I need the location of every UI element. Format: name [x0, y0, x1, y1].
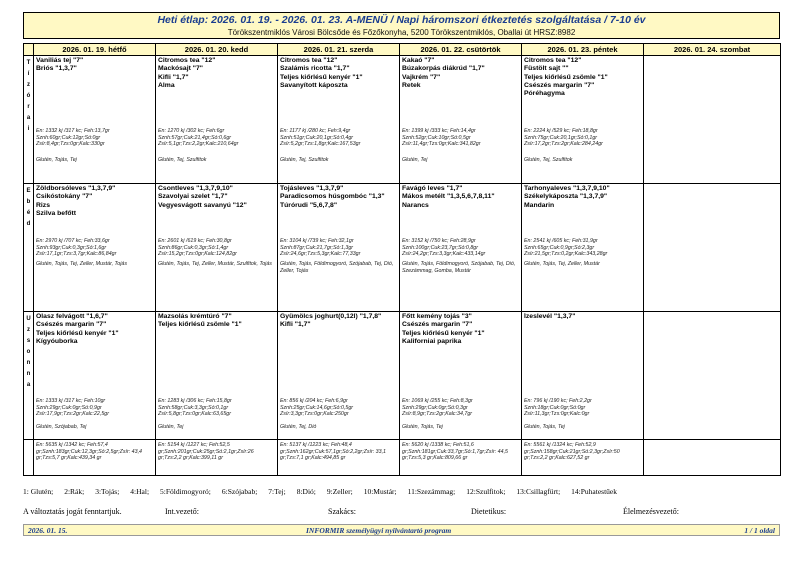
meal-label [24, 184, 34, 312]
daily-total-text [644, 440, 780, 444]
dish-item: Szilva befőtt [36, 209, 77, 217]
daily-total-text: En: 5561 kj /1324 kc; Feh:52,9 gr;Sznh:158gr;Cuk:21gr;Só:2,3gr;Zsír:50 gr;Tzs:2,2 gr;Kalc:627,52 gr [524, 442, 620, 462]
dish-item: Kaliforniai paprika [402, 337, 462, 345]
dish-item: Csészés margarin "7" [36, 321, 107, 329]
meal-label-letter: d [26, 221, 31, 227]
meal-label-letter: é [26, 210, 31, 216]
allergen-info: Glutén, Tej, Szulfitok [280, 157, 329, 163]
menu-cell [34, 312, 156, 440]
dish-item: Vegyesvágott savanyú "12" [158, 201, 247, 209]
dish-item: Citromos tea "12" [524, 57, 582, 64]
dish-item: Olasz felvágott "1,6,7" [36, 313, 108, 320]
nutrition-info: En: 3152 kj /750 kc; Feh:28,9gr Sznh:100gr;Cuk:23,7gr;Só:0,8gr Zsír:24,2gr;Tzs:3,3gr;Kalc:433,14gr [402, 238, 486, 258]
dish-item: Kifli "1,7" [158, 73, 189, 81]
page-title: Heti étlap: 2026. 01. 19. - 2026. 01. 23. A-MENÜ / Napi háromszori étkeztetés szolgáltatása / 7-10 év [157, 14, 646, 26]
legend-item: 11:Szezámmag; [407, 487, 456, 496]
meal-label [24, 56, 34, 184]
allergen-info: Glutén, Tej [158, 424, 184, 430]
legend-item: 8:Dió; [296, 487, 316, 496]
allergen-legend [23, 487, 780, 496]
menu-cell [644, 312, 781, 440]
footer-date: 2026. 01. 15. [28, 526, 68, 535]
nutrition-info: En: 1333 kj /317 kc; Feh:10gr Sznh:29gr;Cuk:0gr;Só:0,9gr Zsír:17,9gr;Tzs:2gr;Kalc:22,5gr [36, 398, 110, 418]
dish-item: Briós "1,3,7" [36, 65, 77, 73]
meal-label-letter: ó [26, 93, 31, 99]
dish-item: Mandarin [524, 201, 555, 209]
daily-total-cell [34, 440, 156, 476]
dish-list [280, 313, 397, 330]
daily-total-text: En: 5635 kj /1342 kc; Feh:57,4 gr;Sznh:183gr;Cuk:12,3gr;Só:2,5gr;Zsír: 43,4 gr;Tzs:5,7 gr;Kalc:439,34 gr [36, 442, 142, 462]
meal-label-letter: o [26, 349, 31, 355]
nutrition-info: En: 2224 kj /529 kc; Feh:18,8gr Sznh:75gr;Cuk:20,1gr;Só:0,1gr Zsír:17,2gr;Tzs:2gr;Kalc:284,24gr [524, 128, 603, 148]
int-vezeto-label: Int.vezető: [165, 507, 199, 516]
allergen-info: Glutén, Tojás, Tej [402, 424, 443, 430]
menu-page [23, 12, 780, 536]
day-header: 2026. 01. 24. szombat [644, 44, 781, 56]
dish-item: Szavolyai szelet "1,7" [158, 193, 228, 201]
dish-list [524, 313, 641, 321]
dish-item: Búzakorpás diákrúd "1,7" [402, 65, 485, 73]
meal-row [24, 184, 781, 312]
allergen-info: Glutén, Tojás, Tej, Zeller, Mustár [524, 261, 600, 267]
dish-list [158, 313, 275, 330]
allergen-info: Glutén, Tojás, Tej [36, 157, 77, 163]
daily-total-label [24, 440, 34, 476]
nutrition-info: En: 1270 kj /302 kc; Feh:6gr Sznh:57gr;Cuk:21,4gr;Só:0,6gr Zsír:5,1gr;Tzs:2,2gr;Kalc:210,64gr [158, 128, 239, 148]
dish-list [524, 57, 641, 98]
meal-label [24, 312, 34, 440]
corner-cell [24, 44, 34, 56]
meal-label-letter: i [27, 126, 30, 132]
legend-item: 3:Tojás; [95, 487, 120, 496]
meal-label-letter: b [26, 199, 31, 205]
allergen-info: Glutén, Tej, Dió [280, 424, 317, 430]
nutrition-info: En: 1332 kj /317 kc; Feh:13,7gr Sznh:60gr;Cuk:12gr;Só:0gr Zsír:8,4gr;Tzs:0gr;Kalc:330gr [36, 128, 110, 148]
dish-list [158, 185, 275, 210]
allergen-info: Glutén, Szójabab, Tej [36, 424, 87, 430]
dish-item: Csontleves "1,3,7,9,10" [158, 185, 233, 192]
menu-cell [400, 184, 522, 312]
day-header: 2026. 01. 22. csütörtök [400, 44, 522, 56]
rights-note: A változtatás jogát fenntartjuk. [23, 507, 122, 516]
dish-item: Teljes kiőrlésű zsömle "1" [524, 73, 608, 81]
nutrition-info: En: 1177 kj /280 kc; Feh:9,4gr Sznh:51gr;Cuk:20,1gr;Só:0,4gr Zsír:5,2gr;Tzs:1,8gr;Kalc:167,53gr [280, 128, 361, 148]
dish-item: Ízeslevél "1,3,7" [524, 313, 576, 320]
menu-cell [34, 56, 156, 184]
dish-item: Mákos metélt "1,3,5,6,7,8,11" [402, 193, 495, 201]
menu-cell [156, 184, 278, 312]
day-header: 2026. 01. 20. kedd [156, 44, 278, 56]
menu-cell [156, 312, 278, 440]
dish-list [36, 185, 153, 218]
meal-label-letter: s [26, 338, 31, 344]
dish-list [402, 313, 519, 346]
allergen-info: Glutén, Tojás, Tej, Zeller, Mustár, Tojás [36, 261, 127, 267]
nutrition-info: En: 856 kj /204 kc; Feh:6,9gr Sznh:25gr;Cuk:14,6gr;Só:0,5gr Zsír:3,3gr;Tzs:0gr;Kalc:250gr [280, 398, 354, 418]
allergen-info: Glutén, Tej, Szulfitok [158, 157, 207, 163]
dish-item: Csikóstokány "7" [36, 193, 93, 201]
dish-list [524, 185, 641, 210]
dish-item: Teljes kiőrlésű kenyér "1" [36, 329, 119, 337]
nutrition-info: En: 1399 kj /333 kc; Feh:14,4gr Sznh:52gr;Cuk:10gr;Só:0,5gr Zsír:11,4gr;Tzs:0gr;Kalc:341,82gr [402, 128, 481, 148]
dish-item: Paradicsomos húsgombóc "1,3" [280, 193, 385, 201]
menu-cell [400, 56, 522, 184]
dish-list [280, 57, 397, 90]
nutrition-info: En: 3104 kj /739 kc; Feh:32,1gr Sznh:87gr;Cuk:21,7gr;Só:1,3gr Zsír:24,6gr;Tzs:5,3gr;Kalc:77,33gr [280, 238, 361, 258]
dish-item: Rizs [36, 201, 50, 209]
allergen-info: Glutén, Tojás, Tej, Zeller, Mustár, Szulfitok, Tojás [158, 261, 272, 267]
meal-row [24, 312, 781, 440]
daily-total-text: En: 5137 kj /1223 kc; Feh:48,4 gr;Sznh:162gr;Cuk:57,1gr;Só:2,2gr;Zsír: 33,1 gr;Tzs:7,1 gr;Kalc:494,85 gr [280, 442, 386, 462]
legend-item: 14:Puhatestűek [571, 487, 617, 496]
daily-total-cell [400, 440, 522, 476]
menu-cell [644, 56, 781, 184]
allergen-info: Glutén, Tej [402, 157, 428, 163]
legend-item: 7:Tej; [268, 487, 286, 496]
nutrition-info: En: 796 kj /190 kc; Feh:2,2gr Sznh:18gr;Cuk:0gr;Só:0gr Zsír:11,3gr;Tzs:0gr;Kalc:0gr [524, 398, 592, 418]
dish-item: Mazsolás krémtúró "7" [158, 313, 232, 320]
day-header: 2026. 01. 21. szerda [278, 44, 400, 56]
meal-label-letter: a [26, 115, 31, 121]
dish-list [402, 185, 519, 210]
szakacs-label: Szakács: [328, 507, 356, 516]
meal-row [24, 56, 781, 184]
dish-list [402, 57, 519, 90]
daily-total-text: En: 5154 kj /1227 kc; Feh:52,5 gr;Sznh:201gr;Cuk:25gr;Só:2,1gr;Zsír:26 gr;Tzs:2,2 gr;Kalc:399,11 gr [158, 442, 254, 462]
dish-item: Kígyóuborka [36, 337, 78, 345]
dish-list [36, 313, 153, 346]
daily-total-cell [156, 440, 278, 476]
nutrition-info: En: 2970 kj /707 kc; Feh:33,6gr Sznh:93gr;Cuk:0,3gr;Só:1,6gr Zsír:17,1gr;Tzs:3,7gr;Kalc:86,84gr [36, 238, 117, 258]
page-subtitle: Törökszentmiklós Városi Bölcsőde és Főzőkonyha, 5200 Törökszentmiklós, Oballai út HRSZ:8982 [227, 28, 576, 37]
menu-cell [644, 184, 781, 312]
allergen-info: Glutén, Tej, Szulfitok [524, 157, 573, 163]
menu-cell [34, 184, 156, 312]
menu-cell [522, 56, 644, 184]
daily-total-text: En: 5620 kj /1338 kc; Feh:51,6 gr;Sznh:181gr;Cuk:33,7gr;Só:1,7gr;Zsír: 44,5 gr;Tzs:5,3 gr;Kalc:809,66 gr [402, 442, 508, 462]
dish-item: Tarhonyaleves "1,3,7,9,10" [524, 185, 610, 192]
dish-item: Kakaó "7" [402, 57, 435, 64]
legend-item: 6:Szójabab; [221, 487, 258, 496]
dish-item: Csészés margarin "7" [524, 81, 595, 89]
allergen-info: Glutén, Tojás, Földimogyoró, Szójabab, Tej, Dió, Szezámmag, Gomba, Mustár [402, 261, 516, 274]
weekly-menu-table [23, 43, 781, 476]
meal-label-letter: n [26, 360, 31, 366]
dish-item: Favágó leves "1,7" [402, 185, 463, 192]
dish-item: Túrórudi "5,6,7,8" [280, 201, 338, 209]
signature-line [23, 507, 780, 519]
dish-list [36, 57, 153, 74]
meal-label-letter: U [26, 316, 31, 322]
dietetikus-label: Dietetikus: [471, 507, 507, 516]
dish-item: Füstölt sajt "" [524, 65, 569, 73]
nutrition-info: En: 2601 kj /619 kc; Feh:30,8gr Sznh:86gr;Cuk:0,3gr;Só:1,4gr Zsír:15,2gr;Tzs:0gr;Kalc:124,82gr [158, 238, 237, 258]
allergen-info: Glutén, Tojás, Tej [524, 424, 565, 430]
dish-item: Főtt kemény tojás "3" [402, 313, 472, 320]
legend-item: 5:Földimogyoró; [160, 487, 211, 496]
dish-item: Vajkrém "7" [402, 73, 441, 81]
dish-item: Vaniliás tej "7" [36, 57, 84, 64]
dish-item: Alma [158, 81, 175, 89]
dish-item: Narancs [402, 201, 429, 209]
title-box [23, 12, 780, 39]
meal-label-letter: E [26, 188, 31, 194]
dish-item: Csészés margarin "7" [402, 321, 473, 329]
dish-item: Tojásleves "1,3,7,9" [280, 185, 344, 192]
meal-label-letter: n [26, 371, 31, 377]
dish-list [280, 185, 397, 210]
meal-label-letter: r [27, 104, 30, 110]
dish-item: Retek [402, 81, 421, 89]
dish-item: Póréhagyma [524, 90, 565, 98]
footer-pages: 1 / 1 oldal [744, 526, 775, 535]
elelmezesvezeto-label: Élelmezésvezető: [623, 507, 679, 516]
legend-item: 13:Csillagfürt; [516, 487, 561, 496]
footer-program: INFORMIR személyügyi nyilvántartó program [306, 526, 452, 535]
menu-cell [522, 184, 644, 312]
dish-item: Savanyított káposzta [280, 81, 348, 89]
legend-item: 10:Mustár; [363, 487, 397, 496]
nutrition-info: En: 1283 kj /306 kc; Feh:15,8gr Sznh:58gr;Cuk:3,3gr;Só:0,1gr Zsír:5,8gr;Tzs:0gr;Kalc:63,65gr [158, 398, 232, 418]
dish-list [158, 57, 275, 90]
day-header: 2026. 01. 23. péntek [522, 44, 644, 56]
menu-cell [278, 56, 400, 184]
dish-item: Székelykáposzta "1,3,7,9" [524, 193, 608, 201]
daily-total-row [24, 440, 781, 476]
nutrition-info: En: 2541 kj /605 kc; Feh:31,9gr Sznh:65gr;Cuk:0,9gr;Só:2,3gr Zsír:21,5gr;Tzs:0,2gr;Kalc:343,28gr [524, 238, 608, 258]
meal-label-letter: T [26, 60, 31, 66]
dish-item: Kifli "1,7" [280, 321, 311, 329]
legend-item: 1: Glutén; [23, 487, 54, 496]
footer-bar [23, 524, 780, 536]
dish-item: Mackósajt "7" [158, 65, 203, 73]
menu-cell [156, 56, 278, 184]
meal-label-letter: z [27, 82, 30, 88]
dish-item: Zöldborsóleves "1,3,7,9" [36, 185, 116, 192]
dish-item: Szalámis ricotta "1,7" [280, 65, 350, 73]
meal-label-letter: í [27, 71, 30, 77]
dish-item: Teljes kiőrlésű kenyér "1" [402, 329, 485, 337]
dish-item: Teljes kiőrlésű zsömle "1" [158, 321, 242, 329]
allergen-info: Glutén, Tojás, Földimogyoró, Szójabab, Tej, Dió, Zeller, Tojás [280, 261, 394, 274]
menu-cell [278, 312, 400, 440]
daily-total-cell [644, 440, 781, 476]
legend-item: 9:Zeller; [326, 487, 353, 496]
legend-item: 2:Rák; [64, 487, 85, 496]
nutrition-info: En: 1069 kj /255 kc; Feh:8,3gr Sznh:29gr;Cuk:0gr;Só:0,3gr Zsír:8,9gr;Tzs:2gr;Kalc:34,7gr [402, 398, 473, 418]
day-header-row [24, 44, 781, 56]
meal-label-letter: a [26, 382, 31, 388]
dish-item: Citromos tea "12" [158, 57, 216, 64]
dish-item: Teljes kiőrlésű kenyér "1" [280, 73, 363, 81]
meal-label-letter: z [27, 327, 30, 333]
daily-total-cell [278, 440, 400, 476]
dish-item: Citromos tea "12" [280, 57, 338, 64]
menu-cell [400, 312, 522, 440]
menu-cell [522, 312, 644, 440]
legend-item: 12:Szulfitok; [466, 487, 506, 496]
legend-item: 4:Hal; [130, 487, 150, 496]
menu-cell [278, 184, 400, 312]
dish-item: Gyümölcs joghurt(0,12l) "1,7,8" [280, 313, 382, 320]
daily-total-cell [522, 440, 644, 476]
day-header: 2026. 01. 19. hétfő [34, 44, 156, 56]
